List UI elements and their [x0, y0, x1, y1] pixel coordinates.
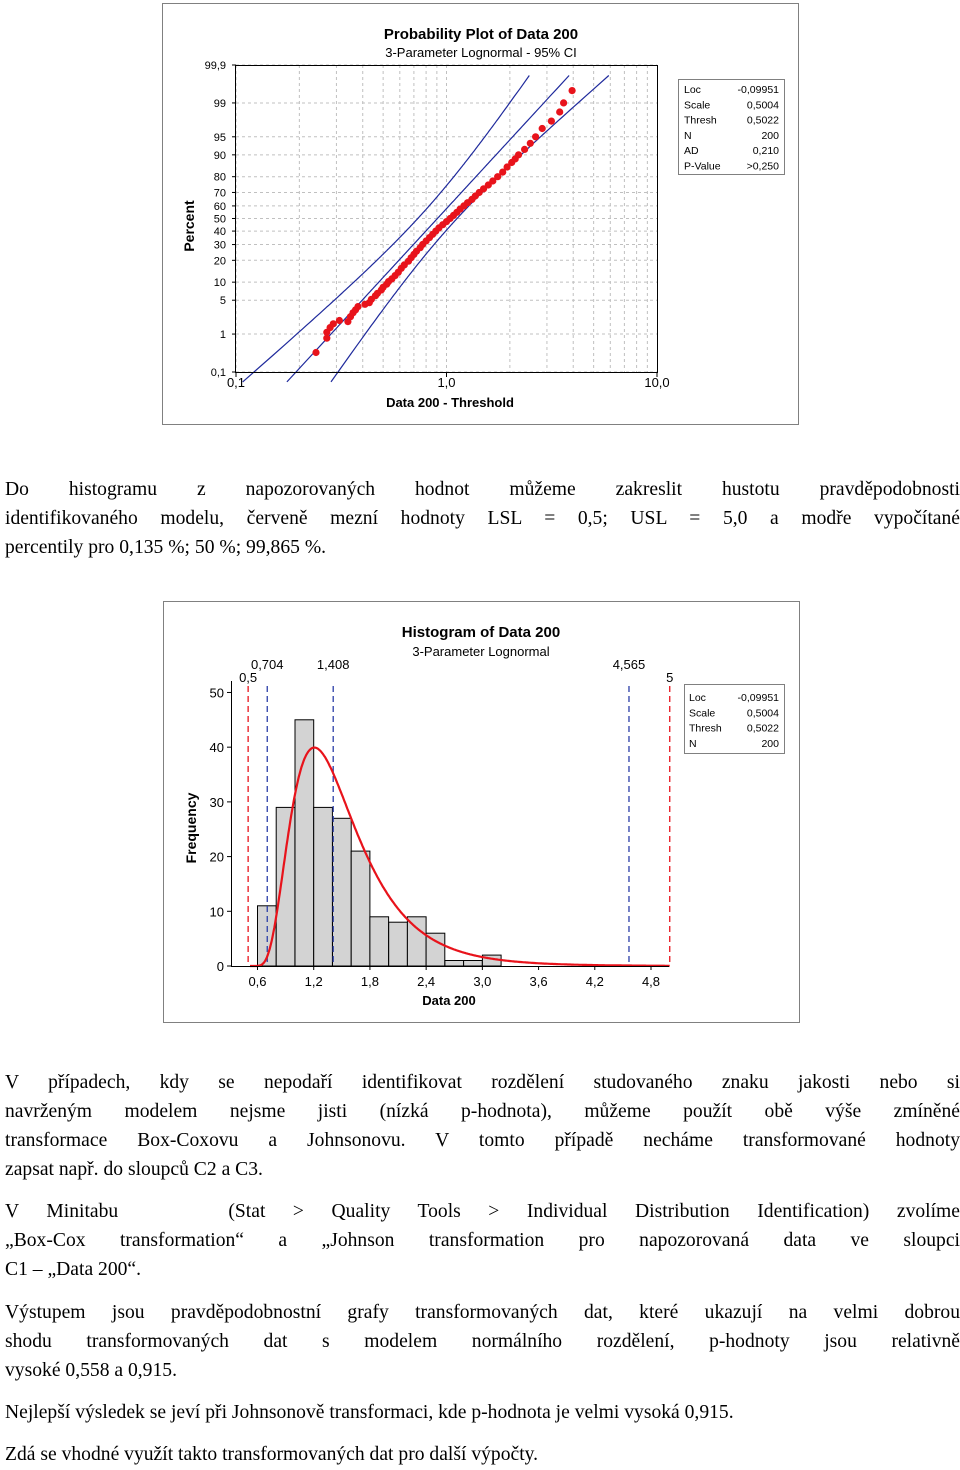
reference-line-label: 5	[666, 670, 674, 685]
y-tick-label: 20	[209, 849, 224, 865]
reference-line-label: 1,408	[316, 657, 350, 672]
stat-value: 200	[761, 737, 779, 750]
text-line: vysoké 0,558 a 0,915.	[5, 1360, 177, 1381]
stat-value: 0,5022	[746, 114, 779, 127]
probability-plot-chart	[162, 3, 799, 425]
stats-box	[685, 685, 785, 754]
data-point	[556, 108, 563, 115]
stat-label: Scale	[689, 707, 716, 720]
y-tick-label: 99	[213, 97, 226, 110]
x-tick-label: 3,6	[529, 974, 548, 989]
y-tick-label: 70	[213, 187, 226, 200]
text-line: Zdá se vhodné využít takto transformovaných dat pro další výpočty.	[5, 1444, 539, 1465]
text-line: V případech, kdy se nepodaří identifikovat rozdělení studovaného znaku jakosti nebo si	[5, 1072, 960, 1093]
x-tick-label: 10,0	[644, 375, 670, 390]
x-tick-label: 3,0	[473, 974, 492, 989]
text-line: shodu transformovaných dat s modelem normálního rozdělení, p-hodnoty jsou relativně	[5, 1331, 960, 1352]
histogram-bar	[407, 917, 426, 966]
stat-value: 0,5004	[746, 99, 779, 112]
chart-subtitle: 3-Parameter Lognormal - 95% CI	[385, 45, 577, 60]
y-axis-label: Percent	[181, 200, 197, 252]
y-tick-label: 10	[213, 277, 226, 290]
stat-label: Scale	[684, 99, 711, 112]
paragraph-best-result	[5, 1398, 960, 1427]
y-tick-label: 99,9	[204, 60, 226, 72]
y-tick-label: 1	[219, 329, 226, 342]
text-line: „Box-Cox transformation“ a „Johnson transformation pro napozorovaná data ve sloupci	[5, 1230, 960, 1251]
data-point	[515, 151, 522, 158]
data-point	[560, 99, 567, 106]
histogram-bar	[389, 922, 408, 966]
chart-frame	[163, 4, 799, 425]
y-tick-label: 20	[213, 255, 226, 268]
y-tick-label: 50	[213, 213, 226, 226]
y-tick-label: 10	[209, 904, 224, 920]
text-line: navrženým modelem nejsme jisti (nízká p-hodnota), můžeme použít obě výše zmíněné	[5, 1101, 960, 1122]
paragraph-transformations	[5, 1068, 960, 1184]
y-tick-label: 5	[219, 295, 226, 308]
y-axis-label: Frequency	[183, 792, 199, 864]
y-tick-label: 40	[213, 226, 226, 239]
text-line: Do histogramu z napozorovaných hodnot můžeme zakreslit hustotu pravděpodobnosti	[5, 479, 960, 500]
stat-label: AD	[684, 145, 699, 158]
reference-line-label: 0,704	[250, 657, 284, 672]
data-point	[354, 303, 361, 310]
y-tick-label: 30	[213, 239, 226, 252]
x-axis-label: Data 200	[422, 993, 476, 1008]
chart-subtitle: 3-Parameter Lognormal	[412, 644, 550, 659]
paragraph-minitab-menu	[5, 1197, 960, 1284]
x-axis-label: Data 200 - Threshold	[386, 395, 514, 410]
paragraph-histogram-intro	[5, 475, 960, 562]
probability-plot-panel	[162, 3, 799, 425]
stat-label: Loc	[684, 84, 701, 96]
x-tick-label: 4,2	[585, 974, 604, 989]
text-line: zapsat např. do sloupců C2 a C3.	[5, 1159, 263, 1180]
y-tick-label: 30	[209, 794, 224, 810]
stat-value: -0,09951	[737, 84, 779, 96]
stat-label: Thresh	[689, 722, 722, 735]
chart-title: Histogram of Data 200	[401, 624, 561, 641]
stat-label: Thresh	[684, 114, 717, 127]
data-point	[532, 133, 539, 140]
stat-value: 0,5004	[746, 707, 779, 720]
x-tick-label: 1,8	[360, 974, 379, 989]
stat-value: 0,210	[752, 145, 779, 158]
text-line: percentily pro 0,135 %; 50 %; 99,865 %.	[5, 537, 327, 558]
stat-label: Loc	[689, 692, 706, 704]
stats-box	[679, 80, 785, 175]
data-point	[330, 320, 337, 327]
data-point	[521, 146, 528, 153]
data-point	[336, 317, 343, 324]
histogram-panel	[163, 601, 800, 1023]
y-tick-label: 50	[209, 685, 224, 701]
histogram-bar	[314, 807, 333, 966]
y-tick-label: 95	[213, 131, 226, 144]
text-line: Nejlepší výsledek se jeví při Johnsonově transformaci, kde p-hodnota je velmi vysoká 0,915.	[5, 1402, 734, 1423]
y-tick-label: 0,1	[210, 367, 226, 379]
x-tick-label: 0,6	[248, 974, 267, 989]
stat-label: N	[689, 737, 697, 750]
reference-line-label: 0,5	[239, 670, 258, 685]
data-point	[527, 140, 534, 147]
text-line: Výstupem jsou pravděpodobnostní grafy transformovaných dat, které ukazují na velmi dobrou	[5, 1302, 960, 1323]
histogram-bar	[333, 818, 352, 966]
x-tick-label: 1,2	[304, 974, 323, 989]
histogram-bar	[445, 961, 464, 967]
stat-value: -0,09951	[737, 692, 779, 704]
data-point	[548, 118, 555, 125]
y-tick-label: 0	[216, 959, 224, 974]
histogram-bar	[464, 961, 483, 967]
histogram-bar	[276, 807, 295, 966]
data-point	[312, 349, 319, 356]
y-tick-label: 40	[209, 740, 224, 756]
x-tick-label: 4,8	[641, 974, 661, 989]
y-tick-label: 80	[213, 171, 226, 184]
text-line: identifikovaného modelu, červeně mezní hodnoty LSL = 0,5; USL = 5,0 a modře vypočítané	[5, 508, 960, 529]
data-point	[539, 125, 546, 132]
y-tick-label: 90	[213, 149, 226, 162]
data-point	[569, 87, 576, 94]
stat-label: N	[684, 129, 692, 142]
histogram-bar	[351, 851, 370, 966]
text-line: C1 – „Data 200“.	[5, 1259, 142, 1280]
chart-title: Probability Plot of Data 200	[383, 26, 579, 43]
text-line: V Minitabu (Stat > Quality Tools > Individual Distribution Identification) zvolíme	[5, 1201, 960, 1222]
reference-line-label: 4,565	[612, 657, 646, 672]
histogram-chart	[163, 601, 800, 1023]
stat-value: >0,250	[746, 160, 779, 173]
x-tick-label: 0,1	[226, 375, 246, 390]
paragraph-conclusion	[5, 1440, 960, 1469]
histogram-bar	[370, 917, 389, 966]
y-tick-label: 60	[213, 200, 226, 213]
stat-value: 0,5022	[746, 722, 779, 735]
x-tick-label: 2,4	[417, 974, 436, 989]
x-tick-label: 1,0	[437, 375, 456, 390]
stat-label: P-Value	[684, 160, 721, 173]
paragraph-output	[5, 1298, 960, 1385]
stat-value: 200	[761, 129, 779, 142]
text-line: transformace Box-Coxovu a Johnsonovu. V tomto případě necháme transformované hodnoty	[5, 1130, 960, 1151]
